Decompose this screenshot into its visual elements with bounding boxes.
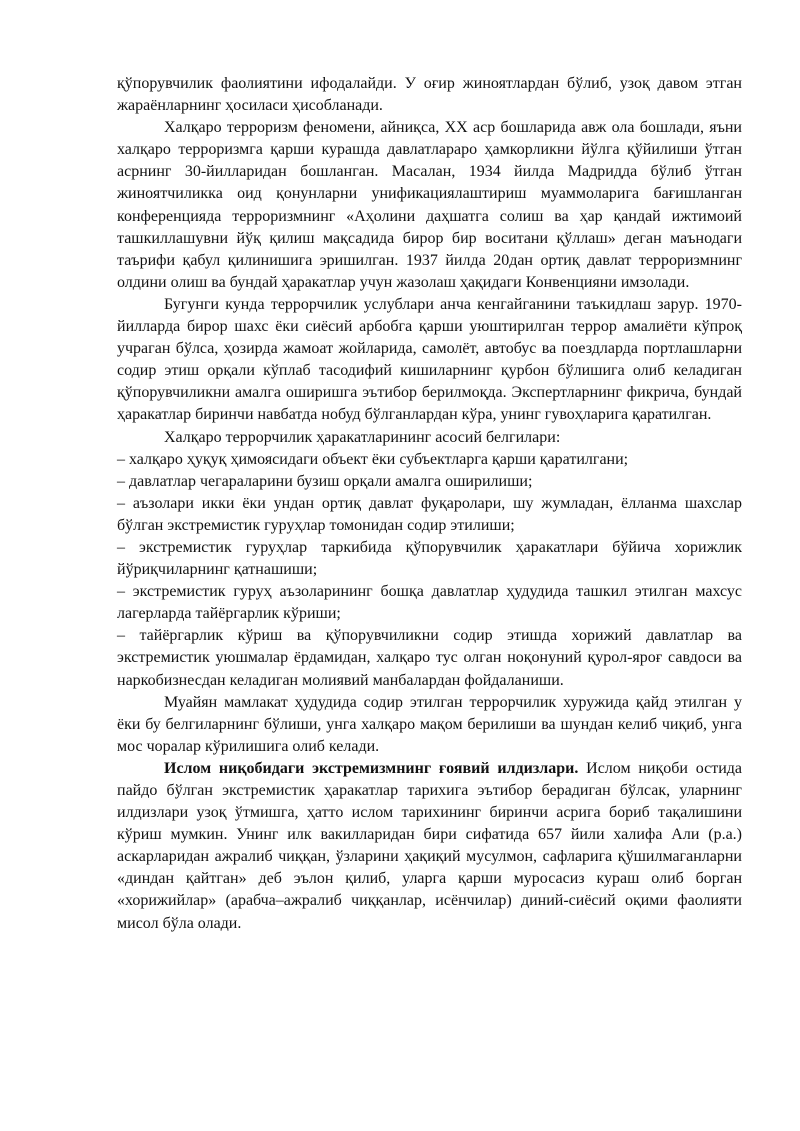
- paragraph-ideological-roots: [117, 758, 742, 935]
- paragraph-international-terrorism-history: Халқаро терроризм феномени, айниқса, ХХ аср бошларида авж ола бошлади, яъни халқаро терроризмга қарши курашда давлатлараро ҳамкорликни йўлга қўйилиши ўтган асрнинг 30-йилларидан бошланган. Масалан, 1934 йилда Мадридда бўлиб ўтган жиноятчиликка оид қонунларни унификациялаштириш муаммоларига бағишланган конференцияда терроризмнинг «Аҳолини даҳшатга солиш ва ҳар қандай ижтимоий ташкиллашувни йўқ қилиш мақсадида бирор бир воситани қўллаш» деган маънодаги таърифи қабул қилинишига эришилган. 1937 йилда 20дан ортиқ давлат терроризмнинг олдини олиш ва бундай ҳаракатлар учун жазолаш ҳақидаги Конвенцияни имзолади.: [117, 119, 742, 291]
- paragraph-modern-terror-methods: Бугунги кунда террорчилик услублари анча кенгайганини таъкидлаш зарур. 1970-йилларда бирор шахс ёки сиёсий арбобга қарши уюштирилган террор амалиёти кўпроқ учраган бўлса, ҳозирда жамоат жойларида, самолёт, автобус ва поездларда портлашларни содир этиш орқали кўплаб тасодифий кишиларнинг қурбон бўлишига олиб келадиган қўпорувчиликни амалга оширишга эътибор берилмоқда. Экспертларнинг фикрича, бундай ҳаракатлар биринчи навбатда нобуд бўлганлардан кўра, унинг гувоҳларига қаратилган.: [117, 295, 742, 424]
- section-heading: Ислом ниқобидаги экстремизмнинг ғоявий илдизлари.: [164, 759, 579, 777]
- list-item-sign-4: – экстремистик гуруҳлар таркибида қўпорувчилик ҳаракатлари бўйича хорижлик йўриқчиларнинг қатнашиши;: [117, 538, 742, 579]
- list-item-sign-3: – аъзолари икки ёки ундан ортиқ давлат фуқаролари, шу жумладан, ёлланма шахслар бўлган экстремистик гуруҳлар томонидан содир этилиши;: [117, 494, 742, 534]
- document-page: [117, 73, 742, 935]
- list-item-sign-6: – тайёргарлик кўриш ва қўпорувчиликни содир этишда хорижий давлатлар ва экстремистик уюшмалар ёрдамидан, халқаро тус олган ноқонуний қурол-яроғ савдоси ва наркобизнесдан келадиган молиявий манбалардан фойдаланиши.: [117, 627, 742, 689]
- paragraph-signs-intro: Халқаро террорчилик ҳаракатларининг асосий белгилари:: [164, 428, 561, 446]
- paragraph-ideological-roots-body: Ислом ниқоби остида пайдо бўлган экстремистик ҳаракатлар тарихига эътибор берадиган бўлсак, уларнинг илдизлари узоқ ўтмишга, ҳатто ислом тарихининг биринчи асрига бориб тақалишини кўриш мумкин. Унинг илк вакилларидан бири сифатида 657 йили халифа Али (р.а.) аскарларидан ажралиб чиққан, ўзларини ҳақиқий мусулмон, сафларига қўшилмаганларни «диндан қайтган» деб эълон қилиб, уларга қарши муросасиз кураш олиб борган «хорижийлар» (арабча–ажралиб чиққанлар, исёнчилар) диний-сиёсий оқими фаолияти мисол бўла олади.: [117, 759, 743, 932]
- paragraph-international-status: Муайян мамлакат ҳудудида содир этилган террорчилик хуружида қайд этилган у ёки бу белгиларнинг бўлиши, унга халқаро мақом берилиши ва шундан келиб чиқиб, унга мос чоралар кўрилишига олиб келади.: [117, 693, 742, 755]
- list-item-sign-5: – экстремистик гуруҳ аъзоларининг бошқа давлатлар ҳудудида ташкил этилган махсус лагерларда тайёргарлик кўриши;: [117, 583, 742, 623]
- list-item-sign-2: – давлатлар чегараларини бузиш орқали амалга оширилиши;: [117, 472, 533, 490]
- paragraph-continuation: қўпорувчилик фаолиятини ифодалайди. У оғир жиноятлардан бўлиб, узоқ давом этган жараёнларнинг ҳосиласи ҳисобланади.: [117, 75, 742, 115]
- list-item-sign-1: – халқаро ҳуқуқ ҳимоясидаги объект ёки субъектларга қарши қаратилгани;: [117, 450, 629, 468]
